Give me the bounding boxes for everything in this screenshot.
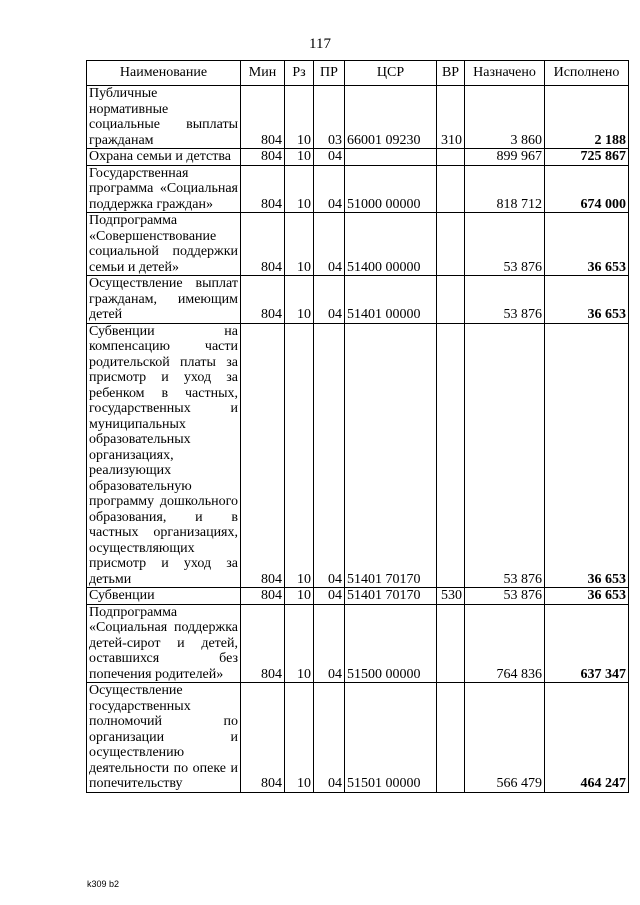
cell-rz: 10: [285, 213, 314, 276]
cell-name: Подпрограмма «Совершенствование социальной поддержки семьи и детей»: [87, 213, 241, 276]
cell-min: 804: [241, 86, 285, 149]
cell-pr: 04: [314, 323, 345, 588]
cell-pr: 04: [314, 683, 345, 793]
cell-csr: 51401 70170: [345, 588, 437, 605]
cell-name: Осуществление выплат гражданам, имеющим детей: [87, 276, 241, 324]
header-executed: Исполнено: [545, 61, 629, 86]
table-row: [87, 604, 629, 683]
cell-min: 804: [241, 276, 285, 324]
cell-name: Охрана семьи и детства: [87, 149, 241, 166]
table-row: [87, 323, 629, 588]
cell-name: Подпрограмма «Социальная поддержка детей-сирот и детей, оставшихся без попечения родителей»: [87, 604, 241, 683]
cell-vr: [437, 323, 465, 588]
cell-vr: [437, 276, 465, 324]
header-pr: ПР: [314, 61, 345, 86]
cell-min: 804: [241, 149, 285, 166]
cell-planned: 3 860: [465, 86, 545, 149]
cell-executed: 2 188: [545, 86, 629, 149]
cell-vr: [437, 149, 465, 166]
cell-executed: 674 000: [545, 165, 629, 213]
cell-min: 804: [241, 588, 285, 605]
cell-executed: 36 653: [545, 276, 629, 324]
cell-vr: 530: [437, 588, 465, 605]
cell-csr: 66001 09230: [345, 86, 437, 149]
cell-pr: 04: [314, 149, 345, 166]
cell-name: Субвенции на компенсацию части родительской платы за присмотр и уход за ребенком в частных, государственных и муниципальных образовательных организациях, реализующих образовательную программу дошкольного образования, и в частных организациях, осуществляющих присмотр и уход за детьми: [87, 323, 241, 588]
cell-rz: 10: [285, 323, 314, 588]
cell-planned: 818 712: [465, 165, 545, 213]
table-header-row: [87, 61, 629, 86]
cell-rz: 10: [285, 165, 314, 213]
cell-rz: 10: [285, 276, 314, 324]
cell-pr: 04: [314, 276, 345, 324]
cell-planned: 53 876: [465, 213, 545, 276]
cell-vr: [437, 604, 465, 683]
cell-planned: 899 967: [465, 149, 545, 166]
cell-planned: 53 876: [465, 276, 545, 324]
cell-name: Субвенции: [87, 588, 241, 605]
table-row: [87, 276, 629, 324]
cell-executed: 725 867: [545, 149, 629, 166]
cell-csr: 51501 00000: [345, 683, 437, 793]
table-row: [87, 683, 629, 793]
cell-rz: 10: [285, 683, 314, 793]
header-name: Наименование: [87, 61, 241, 86]
cell-csr: 51401 00000: [345, 276, 437, 324]
cell-vr: [437, 165, 465, 213]
cell-min: 804: [241, 323, 285, 588]
table-row: [87, 149, 629, 166]
footer-code: k309 b2: [87, 879, 120, 889]
cell-min: 804: [241, 604, 285, 683]
table-row: [87, 588, 629, 605]
cell-planned: 566 479: [465, 683, 545, 793]
header-rz: Рз: [285, 61, 314, 86]
cell-name: Осуществление государственных полномочий по организации и осуществлению деятельности по опеке и попечительству: [87, 683, 241, 793]
cell-vr: [437, 213, 465, 276]
table-row: [87, 165, 629, 213]
cell-pr: 04: [314, 604, 345, 683]
cell-csr: 51000 00000: [345, 165, 437, 213]
cell-pr: 04: [314, 213, 345, 276]
cell-rz: 10: [285, 604, 314, 683]
cell-csr: [345, 149, 437, 166]
cell-csr: 51400 00000: [345, 213, 437, 276]
header-vr: ВР: [437, 61, 465, 86]
cell-pr: 04: [314, 588, 345, 605]
table-row: [87, 86, 629, 149]
cell-csr: 51401 70170: [345, 323, 437, 588]
cell-rz: 10: [285, 588, 314, 605]
header-csr: ЦСР: [345, 61, 437, 86]
cell-planned: 53 876: [465, 588, 545, 605]
cell-executed: 36 653: [545, 213, 629, 276]
cell-planned: 53 876: [465, 323, 545, 588]
cell-vr: 310: [437, 86, 465, 149]
header-min: Мин: [241, 61, 285, 86]
cell-rz: 10: [285, 149, 314, 166]
cell-executed: 637 347: [545, 604, 629, 683]
cell-pr: 04: [314, 165, 345, 213]
cell-name: Государственная программа «Социальная поддержка граждан»: [87, 165, 241, 213]
cell-planned: 764 836: [465, 604, 545, 683]
cell-rz: 10: [285, 86, 314, 149]
page-number: 117: [309, 36, 331, 52]
cell-executed: 36 653: [545, 323, 629, 588]
budget-table: [86, 60, 629, 793]
header-planned: Назначено: [465, 61, 545, 86]
cell-csr: 51500 00000: [345, 604, 437, 683]
cell-executed: 36 653: [545, 588, 629, 605]
cell-name: Публичные нормативные социальные выплаты гражданам: [87, 86, 241, 149]
cell-min: 804: [241, 683, 285, 793]
cell-executed: 464 247: [545, 683, 629, 793]
cell-vr: [437, 683, 465, 793]
table-row: [87, 213, 629, 276]
cell-min: 804: [241, 213, 285, 276]
cell-pr: 03: [314, 86, 345, 149]
cell-min: 804: [241, 165, 285, 213]
